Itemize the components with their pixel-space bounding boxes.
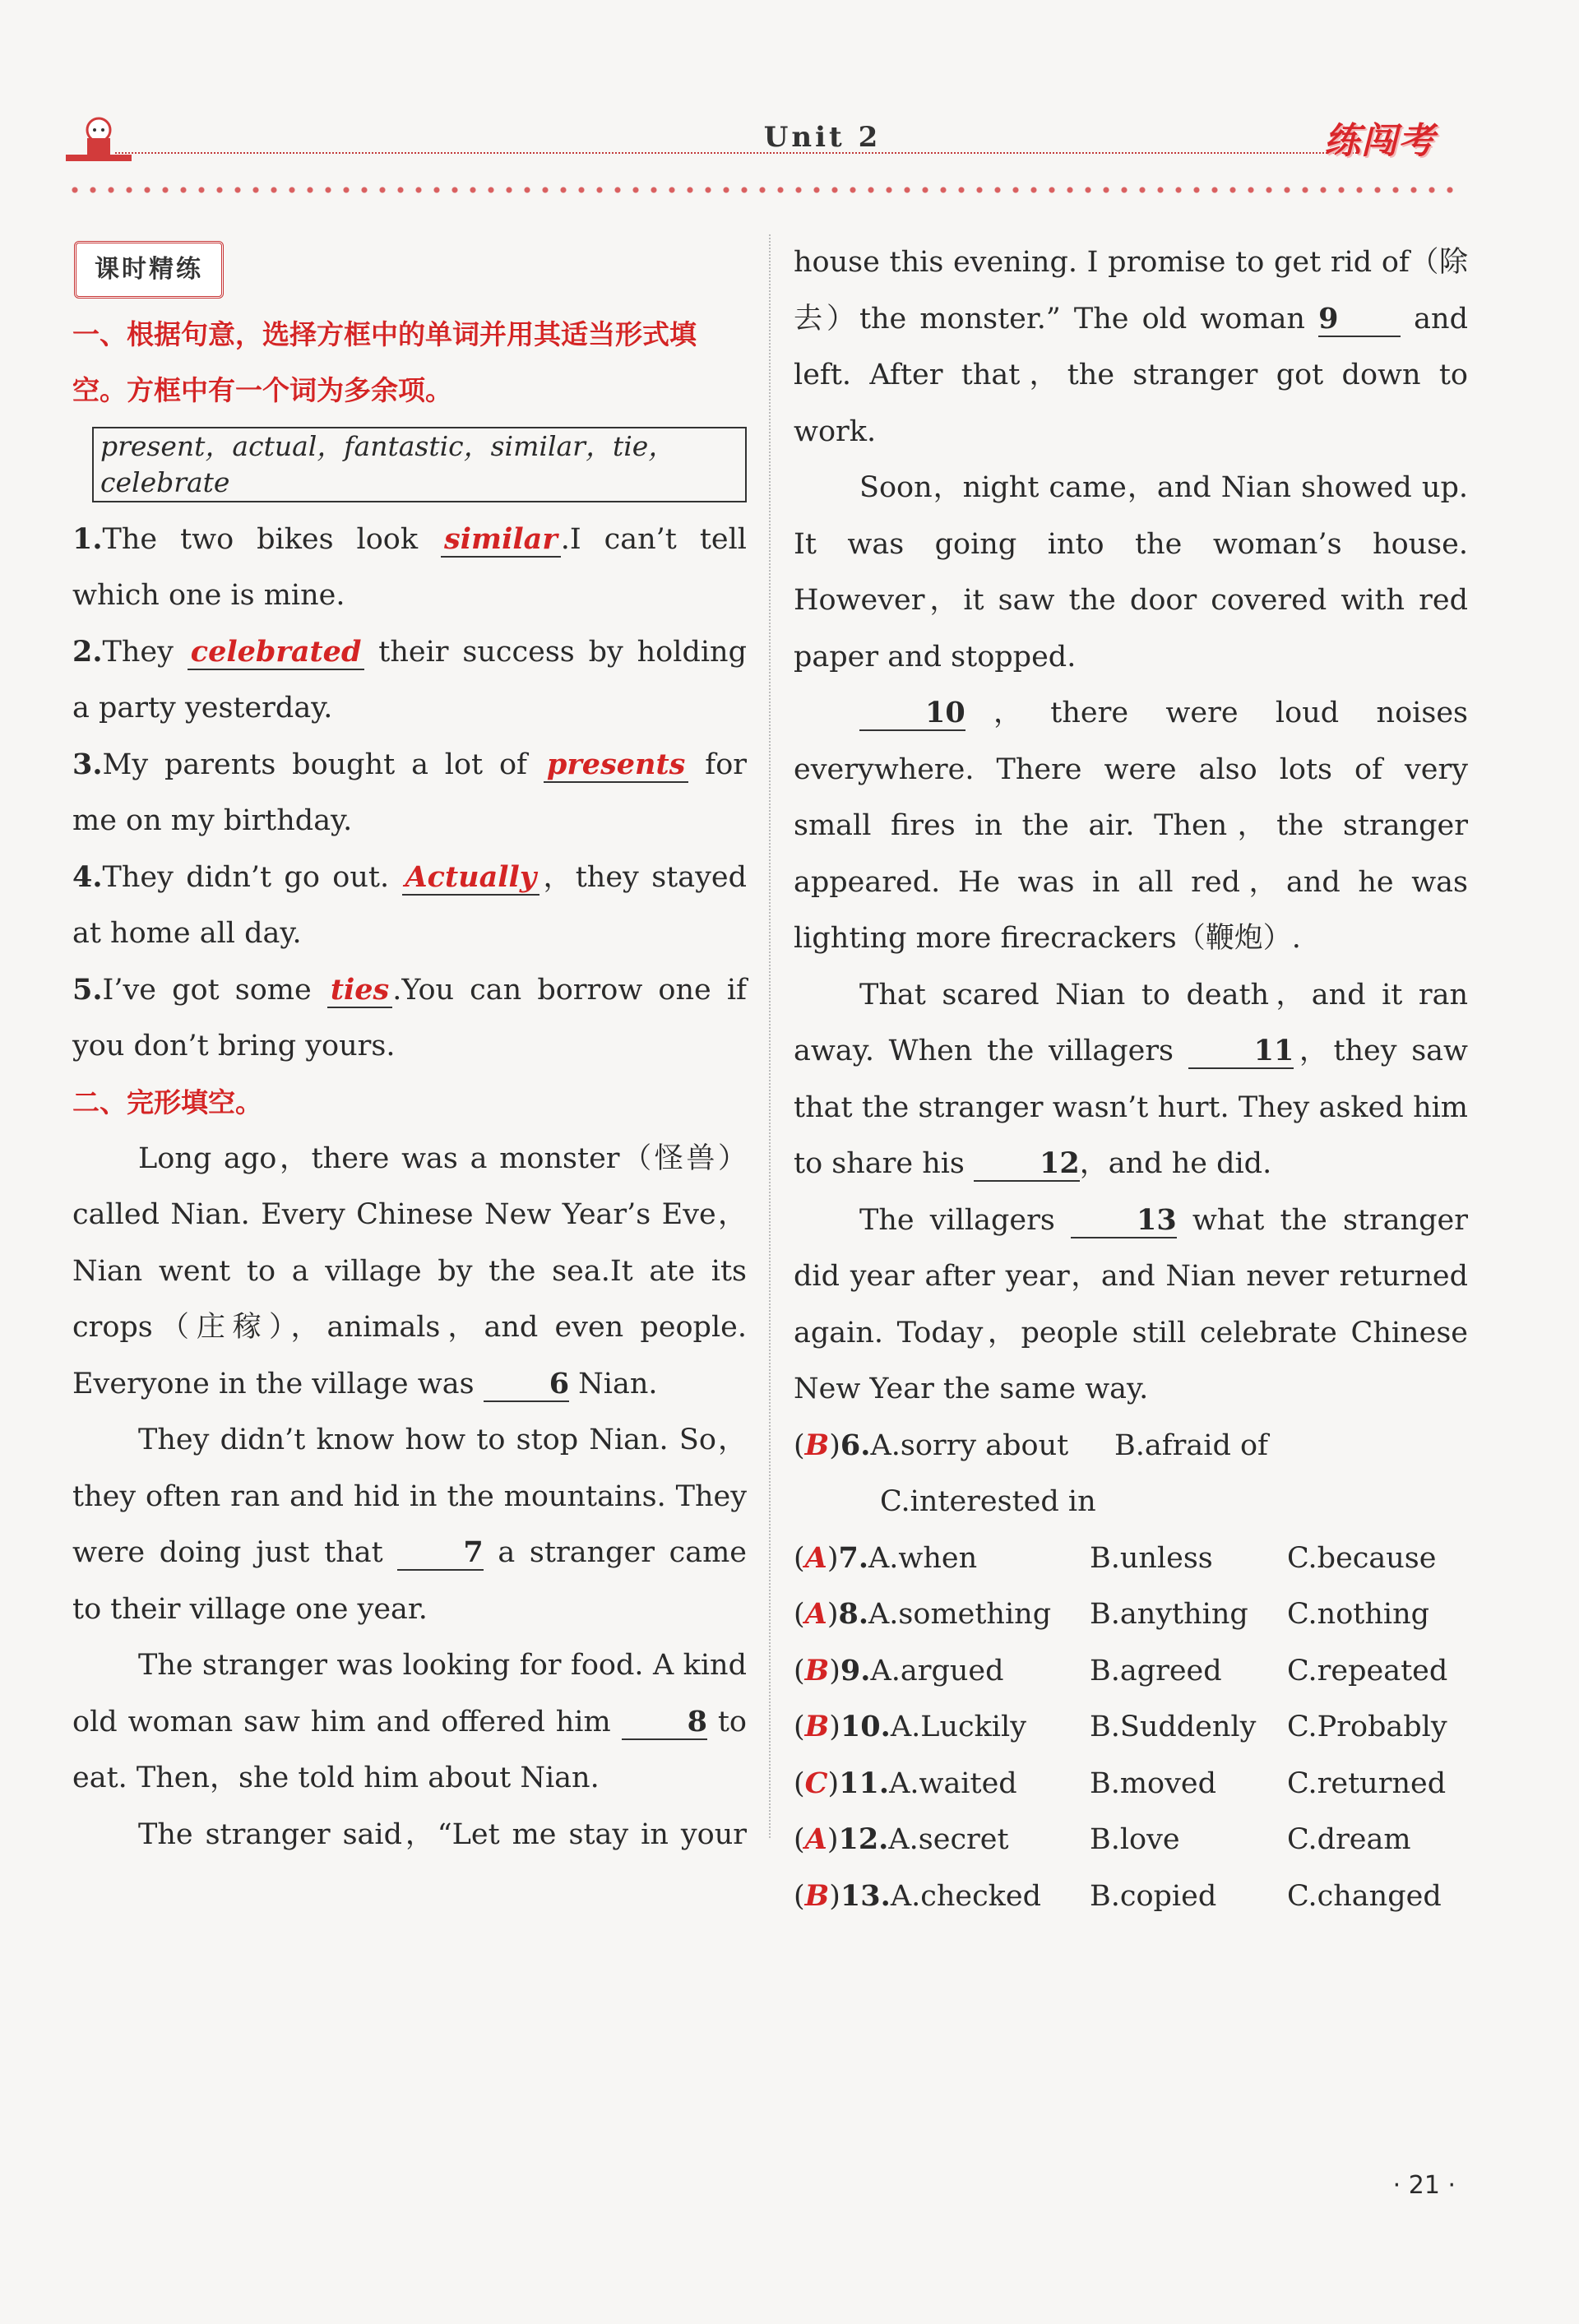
brand-logo: 练闯考 [1324, 120, 1435, 162]
blank-6: 6 [484, 1368, 569, 1402]
chef-mascot-icon [66, 115, 132, 169]
word-box: present，actual，fantastic，similar，tie，celebrate [92, 427, 747, 502]
question-2 [72, 624, 747, 737]
question-text: They didn’t go out. [102, 860, 402, 894]
mc-number: 13. [840, 1878, 891, 1913]
mc-number: 6. [840, 1428, 871, 1462]
question-text: .You can borrow one if you don’t bring yours. [72, 973, 747, 1062]
mc-option-b: B.love [1090, 1823, 1180, 1856]
answer-fill: presents [544, 748, 688, 783]
passage-paragraph-6 [794, 685, 1468, 967]
passage-text: They didn’t know how to stop Nian. So，they often ran and hid in the mountains. They were doing just that [72, 1424, 747, 1569]
passage-text: what the stranger did year after year，and Nian never returned again. Today，people still celebrate Chinese New Year the same way. [794, 1203, 1468, 1405]
mc-option-c: C.returned [1287, 1766, 1447, 1800]
passage-text: Nian. [569, 1367, 658, 1400]
blank-13: 13 [1071, 1204, 1177, 1238]
mc-stem: (B)13.A.checked [794, 1878, 1041, 1913]
mc-option-b: B.copied [1090, 1879, 1217, 1913]
mc-option-a: A.waited [889, 1766, 1017, 1800]
mc-question-8 [794, 1586, 1468, 1643]
passage-text: and left. After that，the stranger got down to work. [794, 302, 1468, 448]
answer-fill: similar [441, 523, 561, 558]
mc-option-c: C.nothing [1287, 1598, 1430, 1631]
passage-text: The villagers [859, 1203, 1071, 1237]
section-heading-2: 二、完形填空。 [72, 1086, 262, 1118]
mc-option-a: A.checked [890, 1879, 1041, 1913]
mc-option-c: C.changed [1287, 1879, 1442, 1913]
question-text: My parents bought a lot of [102, 748, 544, 781]
mc-question-6 [794, 1418, 1468, 1530]
mc-number: 12. [838, 1822, 889, 1856]
passage-text: The stranger was looking for food. A kind old woman saw him and offered him [72, 1649, 747, 1738]
question-5 [72, 962, 747, 1075]
passage-text: to eat. Then，she told him about Nian. [72, 1705, 747, 1794]
mc-question-12 [794, 1812, 1468, 1868]
question-number: 2. [72, 634, 103, 669]
passage-text: That scared Nian to death，and it ran away. When the villagers [794, 978, 1468, 1067]
passage-text: house this evening. I promise to get rid of（除去）the monster.” The old woman [794, 246, 1468, 336]
mc-option-b: B.unless [1090, 1541, 1213, 1575]
mc-stem: (A)7.A.when [794, 1540, 978, 1575]
passage-paragraph-5: Soon，night came，and Nian showed up. It was going into the woman’s house. However，it saw the door covered with red paper and stopped. [794, 471, 1468, 674]
blank-10: 10 [859, 697, 965, 731]
passage-paragraph-4: The stranger said，“Let me stay in your [138, 1817, 747, 1851]
question-number: 3. [72, 747, 103, 781]
mc-number: 9. [840, 1653, 871, 1687]
mc-answer: B [804, 1653, 830, 1687]
mc-row [794, 1418, 1468, 1474]
mc-option-a: A.sorry about [870, 1428, 1069, 1462]
mc-option-c: C.interested in [880, 1485, 1096, 1518]
answer-fill: Actually [402, 861, 540, 896]
mc-option-a: A.secret [888, 1823, 1009, 1856]
mc-stem: (C)11.A.waited [794, 1766, 1017, 1800]
question-number: 5. [72, 972, 103, 1007]
question-text: their success by holding a party yesterday. [72, 635, 747, 725]
passage-paragraph-8 [794, 1192, 1468, 1418]
mc-option-c: C.because [1287, 1541, 1437, 1575]
passage-paragraph-3 [72, 1637, 747, 1807]
question-text: I’ve got some [102, 973, 327, 1007]
question-1 [72, 512, 747, 624]
mc-answer: B [804, 1710, 830, 1743]
mc-question-9 [794, 1643, 1468, 1700]
mc-answer: A [804, 1597, 827, 1631]
mc-option-b: B.afraid of [1114, 1428, 1269, 1462]
mc-option-a: A.something [868, 1598, 1052, 1631]
blank-8: 8 [622, 1706, 707, 1740]
mc-option-a: A.Luckily [890, 1711, 1026, 1743]
mc-stem: (B)6.A.sorry about [794, 1428, 1069, 1462]
mc-answer: B [804, 1878, 830, 1913]
question-text: The two bikes look [102, 522, 442, 556]
passage-text: a stranger came to their village one year. [72, 1536, 747, 1626]
passage-paragraph-1 [72, 1131, 747, 1413]
passage-paragraph-2 [72, 1412, 747, 1637]
question-text: for me on my birthday. [72, 748, 747, 837]
mc-question-7 [794, 1530, 1468, 1587]
mc-number: 7. [838, 1540, 869, 1575]
question-text: ，they stayed at home all day. [72, 860, 747, 950]
answer-fill: celebrated [188, 636, 365, 670]
mc-answer: C [804, 1766, 828, 1800]
mc-option-b: B.Suddenly [1090, 1711, 1257, 1743]
mc-answer: B [804, 1428, 830, 1462]
section-heading-1: 一、根据句意，选择方框中的单词并用其适当形式填空。方框中有一个词为多余项。 [72, 318, 697, 406]
mc-answer: A [804, 1540, 827, 1575]
mc-option-b: B.moved [1090, 1766, 1216, 1800]
blank-11: 11 [1188, 1035, 1294, 1069]
mc-stem: (B)10.A.Luckily [794, 1710, 1026, 1743]
left-column [72, 234, 747, 1863]
mc-stem: (A)12.A.secret [794, 1822, 1009, 1856]
mc-option-a: A.when [868, 1541, 978, 1575]
column-divider [769, 234, 771, 1838]
mc-option-c: C.Probably [1287, 1711, 1447, 1743]
page-number: · 21 · [1392, 2171, 1456, 2200]
question-text: .I can’t tell which one is mine. [72, 522, 747, 612]
question-text: They [102, 635, 188, 669]
passage-text: ，there were loud noises everywhere. There were also lots of very small fires in the air. Then，the stranger appeared. He was in all red，and he was lighting more firecrackers（鞭炮）. [794, 697, 1468, 955]
answer-fill: ties [327, 974, 392, 1008]
question-number: 4. [72, 859, 103, 894]
blank-12: 12 [974, 1147, 1080, 1182]
passage-text: ，they saw that the stranger wasn’t hurt. They asked him to share his [794, 1035, 1468, 1180]
mc-number: 8. [838, 1597, 869, 1631]
blank-9: 9 [1318, 303, 1401, 337]
passage-paragraph-7 [794, 967, 1468, 1192]
mc-option-c: C.repeated [1287, 1654, 1448, 1687]
mc-option-b: B.agreed [1090, 1654, 1222, 1687]
passage-paragraph-4-cont [794, 234, 1468, 460]
header-pattern [66, 183, 1464, 197]
passage-text: Long ago，there was a monster（怪兽）called Nian. Every Chinese New Year’s Eve，Nian went to a village by the sea.It ate its crops（庄稼），animals，and even people. Everyone in the village was [72, 1141, 747, 1400]
mc-number: 10. [840, 1710, 891, 1743]
mc-stem: (A)8.A.something [794, 1597, 1052, 1631]
right-column [794, 234, 1468, 1924]
mc-option-c: C.dream [1287, 1823, 1411, 1856]
mc-number: 11. [839, 1766, 890, 1800]
mc-option-b: B.anything [1090, 1598, 1248, 1631]
mc-answer: A [804, 1822, 827, 1856]
mc-question-13 [794, 1868, 1468, 1925]
question-3 [72, 737, 747, 850]
passage-text: ，and he did. [1079, 1147, 1272, 1180]
blank-7: 7 [397, 1536, 483, 1571]
mc-stem: (B)9.A.argued [794, 1653, 1004, 1687]
mc-option-a: A.argued [870, 1654, 1004, 1687]
section-badge: 课时精练 [74, 241, 224, 299]
question-4 [72, 850, 747, 962]
mc-question-10 [794, 1699, 1468, 1756]
page-header [66, 111, 1464, 210]
question-number: 1. [72, 521, 103, 556]
unit-title: Unit 2 [763, 121, 882, 154]
mc-question-11 [794, 1756, 1468, 1812]
